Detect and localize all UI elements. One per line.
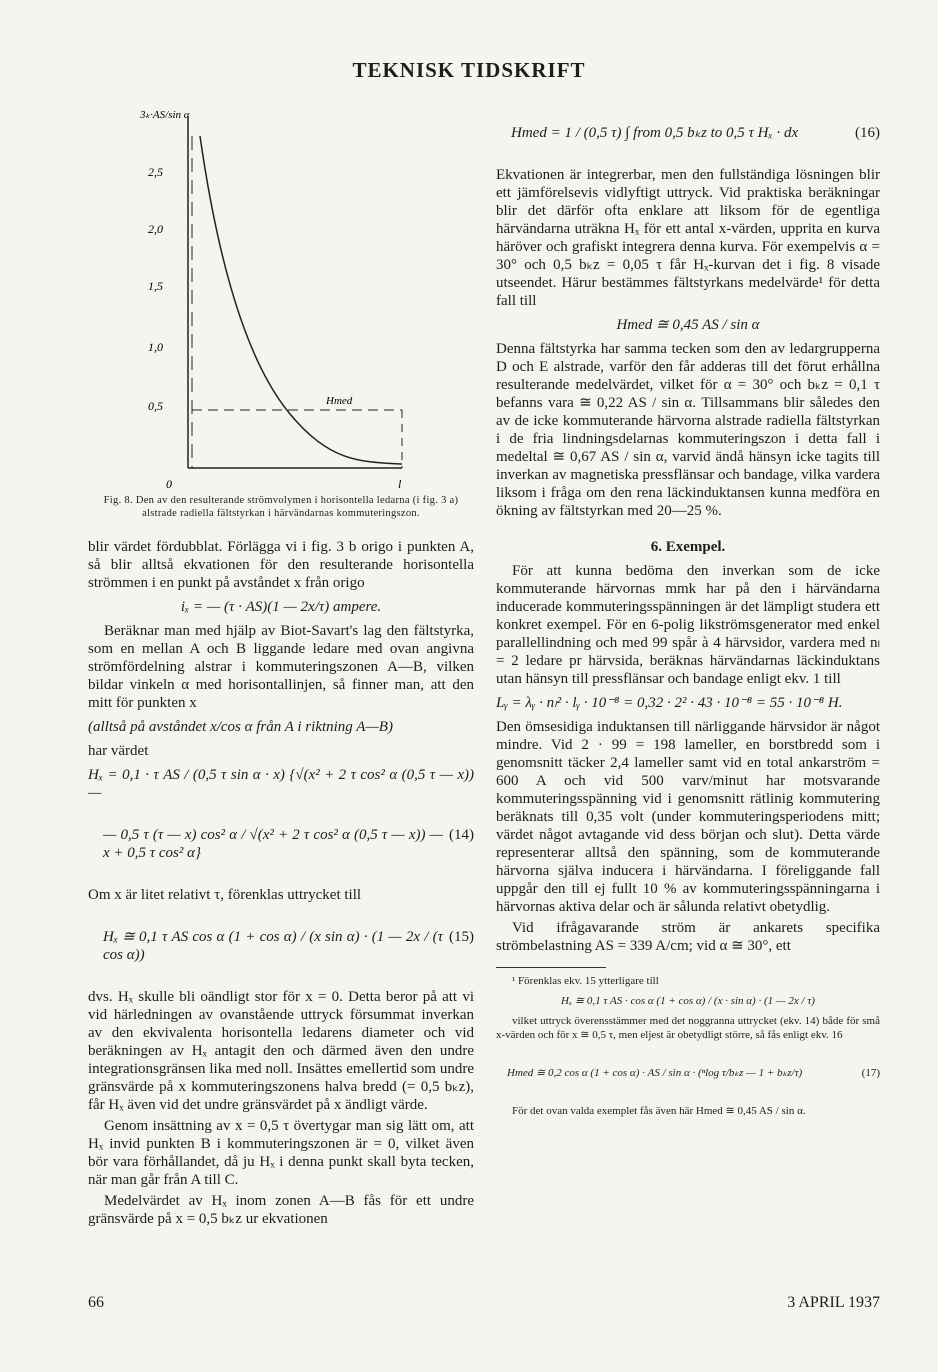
equation-15-text: Hₓ ≅ 0,1 τ AS cos α (1 + cos α) / (x sin α) · (1 — 2x / (τ cos α)) (103, 929, 447, 963)
equation-16 (496, 106, 880, 160)
curve-label: Hmed (326, 395, 353, 407)
page-number: 66 (88, 1294, 104, 1311)
paragraph: Ekvationen är integrerbar, men den fullständiga lösningen blir ett jämförelsevis vidlyftigt uttryck. Vid praktiska beräkningar blir det därför ofta enklare att liksom för de egentliga härvändarna uträkna Hₓ för ett antal x-värden, upprita en kurva häröver och grafiskt integrera denna kurva. För exempelvis α = 30° och 0,5 bₖz = 0,05 τ får Hₓ-kurvan det i fig. 8 visade utseendet. Härur bestämmes fältstyrkans medelvärde¹ för detta fall till (496, 167, 880, 309)
equation-distance: (alltså på avståndet x/cos α från A i riktning A—B) (88, 719, 393, 735)
y-tick-2-5: 2,5 (148, 165, 163, 179)
paragraph: För att kunna bedöma den inverkan som de icke kommuterande härvornas mmk har på den i härvändarna inducerade kommuteringsspänningen är det lämpligt studera ett konkret exempel. För en 6-polig likströmsgenerator med enkel parallellindning och med 99 spår à 4 härvsidor, vardera med nₗ = 2 ledare pr härvsida, beräknas härvändarnas läckinduktans utan hänsyn till pressflänsar och bandage enligt ekv. 1 till (496, 563, 880, 687)
origin-label: 0 (166, 477, 172, 491)
paragraph: dvs. Hₓ skulle bli oändligt stor för x = 0. Detta beror på att vi vid härledningen av ovanstående uttryck försummat inverkan av den ekvivalenta horisontella ledarens diameter och vid beräkningen av Hₓ antagit den och därmed även den undre integrationsgränsen lika med noll. Insättes emellertid som undre gränsvärde på x kommuteringszonens halva bredd (= 0,5 bₖz), får Hₓ även vid det undre gränsvärdet på x ändligt värde. (88, 989, 474, 1113)
equation-16-text: Hmed = 1 / (0,5 τ) ∫ from 0,5 bₖz to 0,5 τ Hₓ · dx (511, 125, 799, 141)
equation-ly: Lᵧ = λᵧ · nₗ² · lᵧ · 10⁻⁸ = 0,32 · 2² · 43 · 10⁻⁸ = 55 · 10⁻⁸ H. (496, 695, 843, 711)
paragraph: har värdet (88, 743, 149, 759)
equation-14a: Hₓ = 0,1 · τ AS / (0,5 τ sin α · x) {√(x² + 2 τ cos² α (0,5 τ — x)) — (88, 767, 478, 801)
equation-15 (88, 910, 474, 982)
equation-14-number: (14) (449, 827, 474, 843)
paragraph: Genom insättning av x = 0,5 τ övertygar man sig lätt om, att Hₓ invid punkten B i kommuteringszonen är = 0, vilket även bör vara förhållandet, då ju Hₓ i denna punkt skall byta tecken, när man går från A till C. (88, 1118, 474, 1188)
equation-14b-text: — 0,5 τ (τ — x) cos² α / √(x² + 2 τ cos² α (0,5 τ — x)) — x + 0,5 τ cos² α} (103, 827, 447, 861)
paragraph: Den ömsesidiga induktansen till närliggande härvsidor är något mindre. Vid 2 · 99 = 198 lameller, en borstbredd som i genomsnitt täcker 2,4 lameller samt vid en total ankarström = 600 A och vid 500 varv/minut har motsvarande kommuteringsspänning vid i genomsnitt rätlinig kommutering beräknats till 0,35 volt (under kommuteringsperiodens mitt; värdet något avtagande vid dess början och slut). Detta värde representerar alltså den spänning, som de kommuterande härvorna själva inducera i härvändarna. I föreliggande fall uppgår den till ej fullt 10 % av kommuteringsspänningarna i härvornas aktiva delar och är sålunda relativt obetydlig. (496, 719, 880, 915)
footnote-equation: Hₓ ≅ 0,1 τ AS · cos α (1 + cos α) / (x · sin α) · (1 — 2x / τ) (561, 995, 815, 1007)
footnote-rule (496, 967, 606, 968)
y-tick-1-0: 1,0 (148, 340, 163, 354)
equation-hmed: Hmed ≅ 0,45 AS / sin α (616, 317, 760, 333)
equation-ix: iₓ = — (τ · AS)(1 — 2x/τ) ampere. (180, 599, 382, 615)
left-column (88, 90, 478, 1231)
paragraph: Beräknar man med hjälp av Biot-Savart's lag den fältstyrka, som en mellan A och B liggande ledare med ovan angivna strömfördelning alstrar i kommuteringszonen A—B, vilken bildar vinkeln α med horisontallinjen, så finner man, att den mitt för punkten x (88, 623, 474, 711)
paragraph: blir värdet fördubblat. Förlägga vi i fig. 3 b origo i punkten A, så blir alltså ekvationen för den resulterande horisontella strömmen i en punkt på avståndet x från origo (88, 539, 474, 591)
footnote: ¹ Förenklas ekv. 15 ytterligare till (512, 975, 659, 987)
equation-14b (88, 808, 474, 880)
paragraph: Vid ifrågavarande ström är ankarets specifika strömbelastning AS = 339 A/cm; vid α ≅ 30°, ett (496, 920, 880, 954)
journal-title: TEKNISK TIDSKRIFT (352, 58, 586, 82)
paragraph: Denna fältstyrka har samma tecken som den av ledargrupperna D och E alstrade, varför den får adderas till det förut erhållna resulterande medelvärdet, vilket för α = 30° och bₖz = 0,1 τ befanns vara ≅ 0,22 AS / sin α. Tillsammans blir således den av de icke kommuterande härvorna alstrade radiella fältstyrkan i de fria lindningsdelarnas kommuteringszon i detta fall i medeltal ≅ 0,67 AS / sin α, varvid ändå hänsyn icke tagits till inverkan av magnetiska pressflänsar och bandage, vilka vardera liksom i fråga om den rena läckinduktansen kunna medföra en ökning av fältstyrkan med 20—25 %. (496, 341, 880, 519)
equation-16-number: (16) (855, 125, 880, 141)
paragraph: Medelvärdet av Hₓ inom zonen A—B fås för ett undre gränsvärde på x = 0,5 bₖz ur ekvationen (88, 1193, 474, 1227)
y-tick-1-5: 1,5 (148, 279, 163, 293)
footnote-equation-17 (496, 1046, 880, 1100)
figure-caption: Fig. 8. Den av den resulterande strömvolymen i horisontella ledarna (i fig. 3 a) alstrade radiella fältstyrkan i härvändarnas kommuteringszon. (103, 495, 459, 519)
footnote-equation-17-text: Hmed ≅ 0,2 cos α (1 + cos α) · AS / sin α · (ⁿlog τ/bₖz — 1 + bₖz/τ) (507, 1067, 803, 1079)
equation-15-number: (15) (449, 929, 474, 945)
y-tick-0-5: 0,5 (148, 399, 163, 413)
x-end-label: l (398, 477, 402, 491)
section-heading: 6. Exempel. (650, 539, 726, 555)
footnote: För det ovan valda exemplet fås även här Hmed ≅ 0,45 AS / sin α. (512, 1105, 806, 1117)
footnote: vilket uttryck överensstämmer med det noggranna uttrycket (ekv. 14) både för små x-värden och för x ≅ 0,5 τ, men eljest är obetydligt större, så fås enligt ekv. 16 (496, 1015, 880, 1041)
equation-17-number: (17) (861, 1067, 880, 1079)
issue-date: 3 APRIL 1937 (787, 1294, 880, 1311)
y-tick-2-0: 2,0 (148, 222, 163, 236)
paragraph: Om x är litet relativt τ, förenklas uttrycket till (88, 887, 362, 903)
y-axis-label: 3ₖ·AS/sin α (140, 109, 190, 121)
right-column (496, 90, 880, 1121)
